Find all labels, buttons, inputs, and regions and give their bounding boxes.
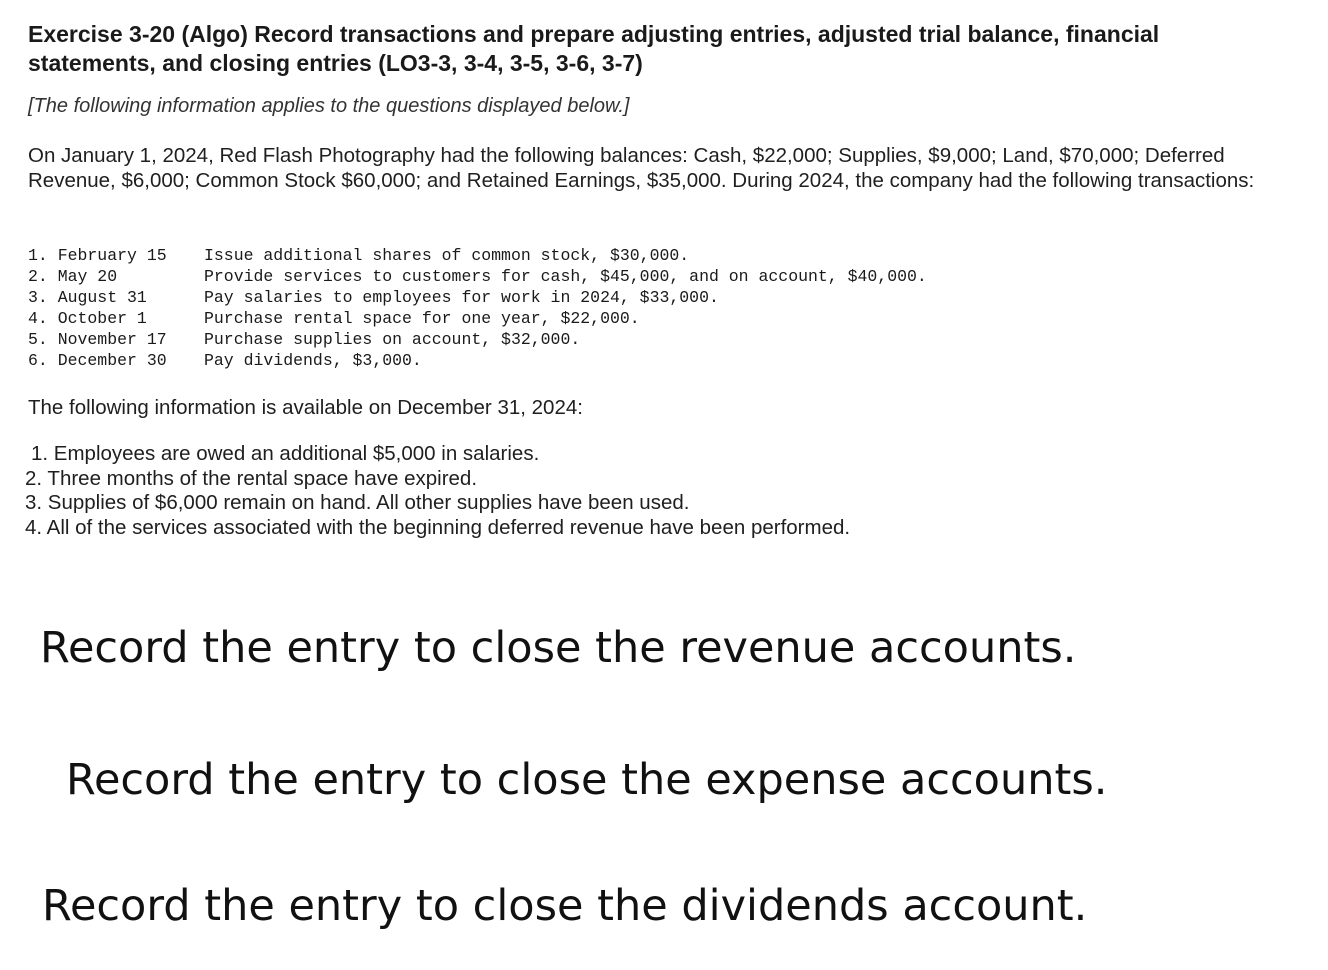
table-row: [28, 245, 927, 266]
adjustments-list: [25, 442, 850, 540]
transactions-table: [28, 245, 927, 371]
available-info-heading: The following information is available on December 31, 2024:: [28, 396, 583, 419]
transaction-description: Issue additional shares of common stock, $30,000.: [204, 246, 690, 265]
requirement-close-revenue: Record the entry to close the revenue accounts.: [40, 623, 1077, 673]
table-row: [28, 350, 927, 371]
transaction-description: Pay dividends, $3,000.: [204, 351, 422, 370]
transaction-date: 3. August 31: [28, 288, 147, 307]
transaction-description: Provide services to customers for cash, $45,000, and on account, $40,000.: [204, 267, 927, 286]
table-row: [28, 266, 927, 287]
list-item: 1. Employees are owed an additional $5,000 in salaries.: [31, 442, 540, 465]
exercise-title: Exercise 3-20 (Algo) Record transactions and prepare adjusting entries, adjusted trial balance, financial statements, and closing entries (LO3-3, 3-4, 3-5, 3-6, 3-7): [28, 21, 1160, 76]
applies-note: [The following information applies to the questions displayed below.]: [28, 95, 630, 117]
transaction-description: Purchase supplies on account, $32,000.: [204, 330, 581, 349]
transaction-date: 1. February 15: [28, 246, 167, 265]
intro-paragraph: On January 1, 2024, Red Flash Photography had the following balances: Cash, $22,000; Supplies, $9,000; Land, $70,000; Deferred Revenue, $6,000; Common Stock $60,000; and Retained Earnings, $35,000. During 2024, the company had the following transactions:: [28, 144, 1255, 192]
transaction-date: 4. October 1: [28, 309, 147, 328]
transaction-description: Pay salaries to employees for work in 2024, $33,000.: [204, 288, 719, 307]
requirement-close-dividends: Record the entry to close the dividends account.: [42, 881, 1088, 931]
table-row: [28, 287, 927, 308]
table-row: [28, 308, 927, 329]
table-row: [28, 329, 927, 350]
list-item: 4. All of the services associated with the beginning deferred revenue have been performed.: [25, 515, 851, 539]
list-item: 2. Three months of the rental space have expired.: [25, 466, 478, 490]
list-item: 3. Supplies of $6,000 remain on hand. All other supplies have been used.: [25, 491, 690, 515]
transaction-date: 6. December 30: [28, 351, 167, 370]
transaction-description: Purchase rental space for one year, $22,000.: [204, 309, 640, 328]
transaction-date: 2. May 20: [28, 267, 118, 286]
transaction-date: 5. November 17: [28, 330, 167, 349]
requirement-close-expense: Record the entry to close the expense accounts.: [66, 755, 1108, 805]
